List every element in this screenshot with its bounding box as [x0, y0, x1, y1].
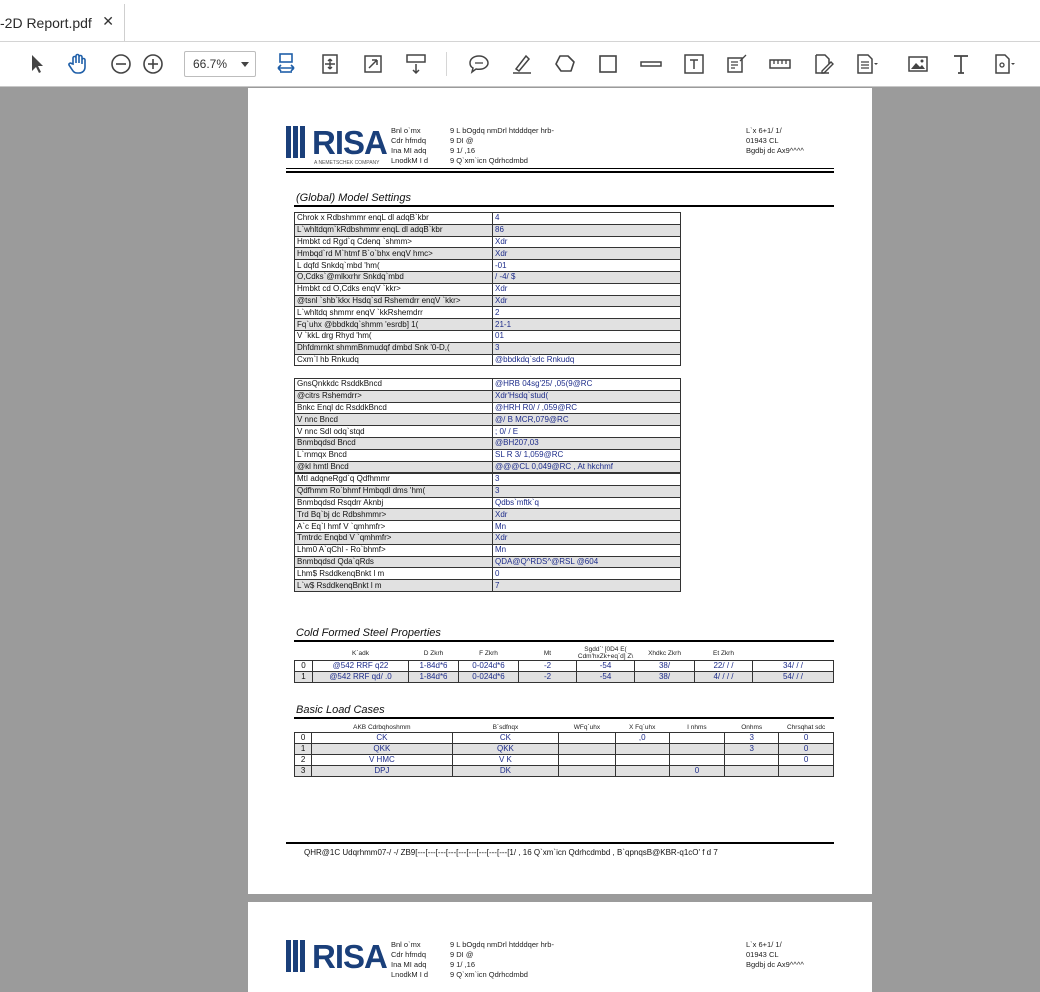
logo-text: RISA	[312, 124, 387, 161]
column-header: D Zkrh	[423, 649, 444, 657]
rectangle-icon[interactable]	[594, 50, 622, 78]
table-cell: 3	[295, 766, 312, 777]
setting-label: L`whltdq shmmr enqV `kkRshemdrr	[295, 307, 493, 319]
table-cell: 0	[295, 733, 312, 744]
column-header: I nhms	[687, 724, 707, 731]
table-cell	[725, 766, 779, 777]
table-cell: 1-84d*6	[409, 661, 459, 672]
table-cell: ,0	[615, 733, 669, 744]
setting-value: Xdr	[493, 532, 681, 544]
settings-row	[295, 390, 681, 402]
settings-row	[295, 449, 681, 461]
setting-label: Hmbkt cd O,Cdks enqV `kkr>	[295, 283, 493, 295]
header-value: 9 DI @	[450, 136, 474, 145]
page-footer: QHR@1C Udqrhmm07-/ -/ ZB9[---[---[---[---[---[---[---[---[---[1/ , 16 Q`xm`icn Qdrhcdmbd , B`qpnqsB@KBR-q1cO' f d 7	[304, 848, 718, 857]
column-header: Chrsqhat sdc	[786, 724, 826, 731]
header-value: 9 L bOgdq nmDrl htdddqer hrb-	[450, 126, 554, 135]
table-cell	[779, 766, 834, 777]
header-label: Ina MI adq	[391, 960, 427, 969]
table-cell: 0	[779, 744, 834, 755]
table-row	[295, 733, 834, 744]
setting-label: Chrok x Rdbshmmr enqL dl adqB`kbr	[295, 213, 493, 225]
table-cell: 54/ / /	[753, 672, 834, 683]
section-title-cold-formed-steel: Cold Formed Steel Properties	[296, 627, 441, 639]
header-values	[450, 940, 554, 980]
settings-row	[295, 568, 681, 580]
table-cell	[669, 744, 724, 755]
header-label: Bnl o`mx	[391, 940, 421, 949]
header-label: Cdr hfmdq	[391, 950, 427, 959]
shape-icon[interactable]	[551, 50, 579, 78]
settings-row	[295, 474, 681, 486]
table-cell	[559, 733, 615, 744]
column-header: X Fq`uhx	[629, 724, 656, 731]
header-label: LnodkM I d	[391, 970, 429, 979]
header-labels	[391, 126, 428, 166]
settings-row	[295, 402, 681, 414]
table-cell: 22/ / /	[695, 661, 753, 672]
setting-label: @kl hmtl Bncd	[295, 461, 493, 473]
settings-row	[295, 283, 681, 295]
setting-label: Bnmbqdsd Rsqdrr Aknbj	[295, 497, 493, 509]
setting-value: 01	[493, 330, 681, 342]
column-header	[295, 646, 313, 661]
setting-value: @@@CL 0,049@RC , At hkchmf	[493, 461, 681, 473]
setting-value: / -4/ $	[493, 271, 681, 283]
setting-value: Xdr	[493, 283, 681, 295]
column-header: WFq`uhx	[573, 724, 601, 731]
setting-value: Qdbs`mftk`q	[493, 497, 681, 509]
settings-row	[295, 236, 681, 248]
setting-value: QDA@Q^RDS^@RSL @604	[493, 556, 681, 568]
table-cell	[615, 744, 669, 755]
column-header: Et Zkrh	[713, 649, 734, 657]
settings-table-1	[294, 212, 681, 366]
column-header: F Zkrh	[479, 649, 498, 657]
table-cell: 1	[295, 672, 313, 683]
text-icon[interactable]	[947, 50, 975, 78]
table-cell: @542 RRF q22	[313, 661, 409, 672]
table-cell: 3	[725, 733, 779, 744]
setting-value: 7	[493, 580, 681, 592]
table-cell: 34/ / /	[753, 661, 834, 672]
table-cell: V K	[452, 755, 559, 766]
header-time: 01943 CL	[746, 136, 779, 145]
chevron-down-icon	[241, 62, 249, 67]
table-cell: 0	[779, 733, 834, 744]
header-values	[450, 126, 554, 166]
table-cell	[559, 744, 615, 755]
header-rule	[286, 168, 834, 169]
table-cell: 0	[669, 766, 724, 777]
setting-label: Bnmbqdsd Qda`qRds	[295, 556, 493, 568]
table-cell	[615, 755, 669, 766]
table-cell: CK	[452, 733, 559, 744]
table-cell: 4/ / / /	[695, 672, 753, 683]
scroll-mode-icon[interactable]	[402, 50, 430, 78]
setting-value: Xdr	[493, 236, 681, 248]
header-right	[746, 940, 804, 970]
setting-value: @bbdkdq`sdc Rnkudq	[493, 354, 681, 366]
logo-bars	[286, 126, 305, 158]
settings-row	[295, 580, 681, 592]
setting-label: Lhm0 A`qChl - Ro`bhmf>	[295, 544, 493, 556]
settings-row	[295, 295, 681, 307]
zoom-out-icon[interactable]	[107, 50, 135, 78]
table-cell: QKK	[452, 744, 559, 755]
setting-value: 3	[493, 342, 681, 354]
cfs-properties-table	[294, 646, 834, 683]
setting-value: Xdr	[493, 509, 681, 521]
column-header: AKB Cdrbqhoshmm	[353, 724, 411, 731]
image-icon[interactable]	[904, 50, 932, 78]
settings-row	[295, 426, 681, 438]
zoom-value: 66.7%	[193, 57, 228, 71]
header-value: 9 Q`xm`icn Qdrhcdmbd	[450, 156, 528, 165]
setting-value: 4	[493, 213, 681, 225]
fit-width-icon[interactable]	[272, 50, 300, 78]
header-value: 9 1/ ,16	[450, 960, 476, 969]
setting-value: 86	[493, 224, 681, 236]
settings-row	[295, 509, 681, 521]
table-cell: QKK	[312, 744, 453, 755]
edit-icon[interactable]	[809, 50, 837, 78]
setting-label: Trd Bq`bj dc Rdbshmmr>	[295, 509, 493, 521]
fit-page-icon[interactable]	[316, 50, 344, 78]
zoom-select[interactable]	[184, 51, 256, 77]
table-cell: 3	[725, 744, 779, 755]
settings-row	[295, 342, 681, 354]
setting-label: Cxm`l hb Rnkudq	[295, 354, 493, 366]
setting-label: L`rnmqx Bncd	[295, 449, 493, 461]
settings-row	[295, 330, 681, 342]
column-header	[295, 723, 312, 733]
table-cell: DPJ	[312, 766, 453, 777]
table-cell: DK	[452, 766, 559, 777]
setting-label: Bnmbqdsd Bncd	[295, 437, 493, 449]
table-cell	[725, 755, 779, 766]
table-cell	[669, 733, 724, 744]
setting-value: 21-1	[493, 319, 681, 331]
highlight-icon[interactable]	[508, 50, 536, 78]
setting-label: L`w$ RsddkenqBnkt l m	[295, 580, 493, 592]
toolbar-divider	[446, 52, 447, 76]
setting-value: @HRB 04sg'25/ ,05(9@RC	[493, 379, 681, 391]
header-value: 9 DI @	[450, 950, 474, 959]
pdf-page	[248, 88, 872, 894]
header-date: L`x 6+1/ 1/	[746, 126, 782, 135]
setting-value: 3	[493, 474, 681, 486]
section-rule	[294, 717, 834, 719]
setting-value: @/ B MCR,079@RC	[493, 414, 681, 426]
table-cell: -54	[577, 661, 635, 672]
setting-value: Xdr'Hsdq`stud(	[493, 390, 681, 402]
section-rule	[294, 640, 834, 642]
settings-row	[295, 437, 681, 449]
settings-row	[295, 544, 681, 556]
settings-row	[295, 379, 681, 391]
table-cell: -2	[519, 672, 577, 683]
setting-label: GnsQnkkdc RsddkBncd	[295, 379, 493, 391]
measure-icon[interactable]	[766, 50, 794, 78]
tab-bar	[0, 0, 1040, 42]
column-header: Sgdd`' [0D4 E( Cdm'hxZk+eq`d] Z\	[577, 646, 634, 660]
header-label: Bnl o`mx	[391, 126, 421, 135]
setting-label: Fq`uhx @bbdkdq`shmm 'esrdb] 1(	[295, 319, 493, 331]
table-cell: 38/	[635, 672, 695, 683]
zoom-in-icon[interactable]	[139, 50, 167, 78]
setting-value: Xdr	[493, 295, 681, 307]
header-value: 9 1/ ,16	[450, 146, 476, 155]
settings-row	[295, 307, 681, 319]
line-icon[interactable]	[637, 50, 665, 78]
section-title-model-settings: (Global) Model Settings	[296, 192, 411, 204]
document-icon[interactable]	[990, 50, 1018, 78]
setting-label: A`c Eq`l hmf V `qmhmfr>	[295, 521, 493, 533]
settings-row	[295, 497, 681, 509]
setting-value: @BH207,03	[493, 437, 681, 449]
settings-table-3	[294, 473, 681, 592]
table-cell: 0	[295, 661, 313, 672]
settings-row	[295, 260, 681, 272]
header-checked: Bgdbj dc Ax9^^^^	[746, 960, 804, 969]
setting-label: Qdfhmm Ro`bhmf Hmbqdl dms 'hm(	[295, 485, 493, 497]
setting-label: V nnc Bncd	[295, 414, 493, 426]
table-row	[295, 661, 834, 672]
settings-row	[295, 248, 681, 260]
settings-row	[295, 532, 681, 544]
setting-value: Mn	[493, 521, 681, 533]
table-cell	[615, 766, 669, 777]
settings-row	[295, 414, 681, 426]
setting-label: Bnkc Enql dc RsddkBncd	[295, 402, 493, 414]
logo-bars	[286, 940, 305, 972]
setting-value: 3	[493, 485, 681, 497]
settings-row	[295, 461, 681, 473]
tab-title: -2D Report.pdf	[0, 14, 92, 31]
settings-row	[295, 556, 681, 568]
settings-row	[295, 213, 681, 225]
settings-table-2	[294, 378, 681, 473]
setting-value: ; 0/ / E	[493, 426, 681, 438]
close-icon[interactable]: ✕	[102, 13, 114, 29]
header-checked: Bgdbj dc Ax9^^^^	[746, 146, 804, 155]
setting-value: Mn	[493, 544, 681, 556]
setting-label: @tsnl `shb`kkx Hsdq`sd Rshemdrr enqV `kkr>	[295, 295, 493, 307]
settings-row	[295, 521, 681, 533]
table-cell: 1-84d*6	[409, 672, 459, 683]
setting-label: V `kkL drg Rhyd 'hm(	[295, 330, 493, 342]
setting-label: Dhfdmrnkt shmmBnmudqf dmbd Snk '0-D,(	[295, 342, 493, 354]
setting-value: 2	[493, 307, 681, 319]
setting-value: Xdr	[493, 248, 681, 260]
settings-row	[295, 271, 681, 283]
setting-label: L`whltdqm`kRdbshmmr enqL dl adqB`kbr	[295, 224, 493, 236]
setting-label: L dqfd Snkdq`mbd 'hm(	[295, 260, 493, 272]
table-cell: 2	[295, 755, 312, 766]
header-label: LnodkM I d	[391, 156, 429, 165]
document-tab[interactable]	[0, 4, 125, 41]
basic-load-cases-table	[294, 723, 834, 777]
column-header: Mt	[543, 649, 552, 657]
table-cell: V HMC	[312, 755, 453, 766]
select-arrow-icon[interactable]	[22, 50, 50, 78]
fullscreen-icon[interactable]	[359, 50, 387, 78]
table-cell: 0-024d*6	[459, 661, 519, 672]
table-cell: CK	[312, 733, 453, 744]
risa-logo	[286, 940, 386, 978]
table-cell: 0	[779, 755, 834, 766]
table-cell: -2	[519, 661, 577, 672]
settings-row	[295, 224, 681, 236]
table-cell	[669, 755, 724, 766]
table-cell	[559, 766, 615, 777]
hand-icon[interactable]	[64, 50, 92, 78]
settings-row	[295, 319, 681, 331]
header-time: 01943 CL	[746, 950, 779, 959]
setting-value: SL R 3/ 1,059@RC	[493, 449, 681, 461]
setting-label: @citrs Rshemdrr>	[295, 390, 493, 402]
logo-subtitle: A NEMETSCHEK COMPANY	[314, 160, 380, 166]
comment-icon[interactable]	[465, 50, 493, 78]
page-icon[interactable]	[852, 50, 880, 78]
header-labels	[391, 940, 428, 980]
table-cell	[559, 755, 615, 766]
header-rule-thick	[286, 171, 834, 173]
column-header: B`sdfnqx	[492, 724, 519, 731]
setting-label: Tmtrdc Enqbd V `qmhmfr>	[295, 532, 493, 544]
header-label: Cdr hfmdq	[391, 136, 427, 145]
setting-value: @HRH R0/ / ,059@RC	[493, 402, 681, 414]
table-row	[295, 672, 834, 683]
textbox-icon[interactable]	[680, 50, 708, 78]
logo-text: RISA	[312, 938, 387, 975]
table-cell: 38/	[635, 661, 695, 672]
setting-label: Hmbkt cd Rgd`q Cdenq `shmm>	[295, 236, 493, 248]
toolbar	[0, 42, 1040, 87]
header-value: 9 L bOgdq nmDrl htdddqer hrb-	[450, 940, 554, 949]
column-header: Onhms	[741, 724, 763, 731]
setting-label: Hmbqd`rd M`htmf B`o`bhx enqV hmc>	[295, 248, 493, 260]
settings-row	[295, 485, 681, 497]
setting-label: O,Cdks`@mlkxrhr Snkdq`mbd	[295, 271, 493, 283]
pdf-page-2	[248, 902, 872, 992]
table-row	[295, 755, 834, 766]
header-right	[746, 126, 804, 156]
table-cell: -54	[577, 672, 635, 683]
table-row	[295, 744, 834, 755]
header-date: L`x 6+1/ 1/	[746, 940, 782, 949]
callout-icon[interactable]	[723, 50, 751, 78]
setting-label: V nnc Sdl odq`stqd	[295, 426, 493, 438]
header-value: 9 Q`xm`icn Qdrhcdmbd	[450, 970, 528, 979]
table-cell: 1	[295, 744, 312, 755]
section-rule	[294, 205, 834, 207]
column-header: K`adk	[352, 649, 369, 657]
setting-value: 0	[493, 568, 681, 580]
setting-value: -01	[493, 260, 681, 272]
table-row	[295, 766, 834, 777]
header-label: Ina MI adq	[391, 146, 427, 155]
risa-logo	[286, 126, 386, 164]
setting-label: MtI adqneRgd`q Qdfhmmr	[295, 474, 493, 486]
setting-label: Lhm$ RsddkenqBnkt l m	[295, 568, 493, 580]
section-title-basic-load-cases: Basic Load Cases	[296, 704, 385, 716]
table-cell: @542 RRF qd/ .0	[313, 672, 409, 683]
footer-rule	[286, 842, 834, 844]
table-cell: 0-024d*6	[459, 672, 519, 683]
settings-row	[295, 354, 681, 366]
column-header: Xhdkc Zkrh	[648, 649, 681, 657]
